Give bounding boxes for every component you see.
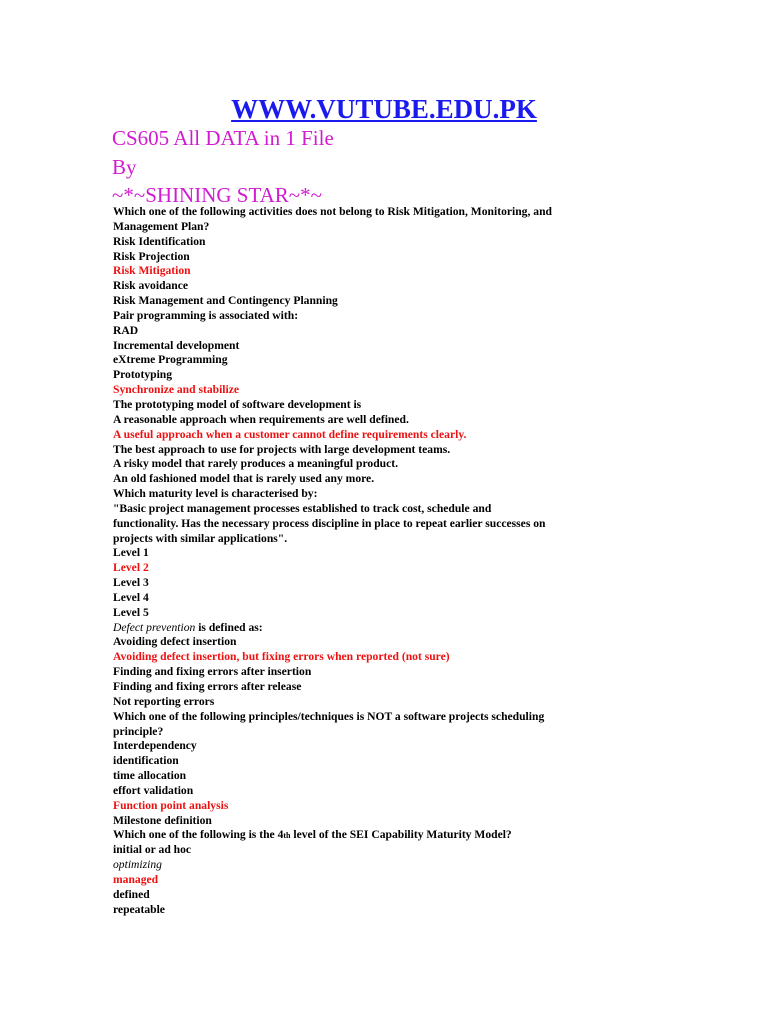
question-text: functionality. Has the necessary process discipline in place to repeat earlier successes on (113, 516, 546, 530)
answer-option: Finding and fixing errors after release (113, 680, 302, 693)
answer-option: eXtreme Programming (113, 353, 228, 367)
answer-option: initial or ad hoc (113, 843, 192, 857)
answer-option: defined (113, 887, 150, 901)
answer-option: Interdependency (113, 739, 197, 753)
answer-option: Milestone definition (113, 813, 212, 827)
answer-option: Risk avoidance (113, 279, 189, 293)
correct-answer: Risk Mitigation (113, 264, 191, 278)
answer-option: The best approach to use for projects with large development teams. (113, 442, 451, 456)
question-term: Defect prevention (113, 620, 196, 634)
correct-answer: Function point analysis (113, 798, 229, 812)
question-text: Which one of the following principles/techniques is NOT a software projects scheduling (113, 709, 545, 723)
answer-option: Level 1 (113, 546, 149, 560)
correct-answer: managed (113, 872, 159, 886)
question-start: Which one of the following is the 4 (113, 828, 284, 842)
question-text: The prototyping model of software development is (113, 397, 362, 411)
answer-option: identification (113, 754, 179, 768)
answer-option: Risk Identification (113, 234, 206, 248)
question-text: principle? (113, 724, 164, 738)
site-link[interactable]: WWW.VUTUBE.EDU.PK (231, 94, 537, 124)
question-rest: is defined as: (195, 620, 263, 634)
ordinal-suffix: th (283, 831, 291, 841)
correct-answer: Level 2 (113, 561, 149, 575)
question-text: Which one of the following activities does not belong to Risk Mitigation, Monitoring, and (113, 205, 552, 218)
answer-option: time allocation (113, 769, 187, 783)
question-text: projects with similar applications". (113, 531, 288, 545)
question-rest: level of the SEI Capability Maturity Model? (290, 828, 512, 842)
answer-option: Not reporting errors (113, 694, 215, 708)
answer-option: effort validation (113, 783, 194, 797)
correct-answer: Avoiding defect insertion, but fixing errors when reported (not sure) (113, 650, 450, 664)
document-heading (112, 124, 732, 210)
question-text (113, 621, 753, 636)
correct-answer: A useful approach when a customer cannot define requirements clearly. (113, 427, 467, 441)
answer-option: Risk Projection (113, 249, 190, 263)
question-text: Pair programming is associated with: (113, 308, 299, 322)
question-text: Which maturity level is characterised by: (113, 487, 318, 501)
document-body (113, 205, 753, 918)
answer-option: Avoiding defect insertion (113, 635, 237, 649)
document-title: CS605 All DATA in 1 File (112, 126, 334, 150)
answer-option: Risk Management and Contingency Planning (113, 294, 338, 308)
answer-option: Level 4 (113, 590, 149, 604)
answer-option: Finding and fixing errors after insertion (113, 665, 312, 679)
answer-option: Prototyping (113, 368, 173, 382)
answer-option: repeatable (113, 902, 165, 916)
answer-option: RAD (113, 323, 139, 337)
answer-option: An old fashioned model that is rarely used any more. (113, 472, 375, 486)
question-text (113, 828, 753, 843)
by-label: By (112, 154, 137, 179)
answer-option: Level 3 (113, 576, 149, 590)
question-text: Management Plan? (113, 219, 210, 233)
answer-option: Level 5 (113, 605, 149, 619)
correct-answer: Synchronize and stabilize (113, 383, 240, 397)
answer-option: A risky model that rarely produces a meaningful product. (113, 457, 399, 471)
question-text: "Basic project management processes established to track cost, schedule and (113, 501, 492, 515)
answer-option: A reasonable approach when requirements are well defined. (113, 412, 409, 426)
answer-option: optimizing (113, 858, 162, 872)
author-name: ~*~SHINING STAR~*~ (112, 183, 323, 207)
answer-option: Incremental development (113, 338, 240, 352)
